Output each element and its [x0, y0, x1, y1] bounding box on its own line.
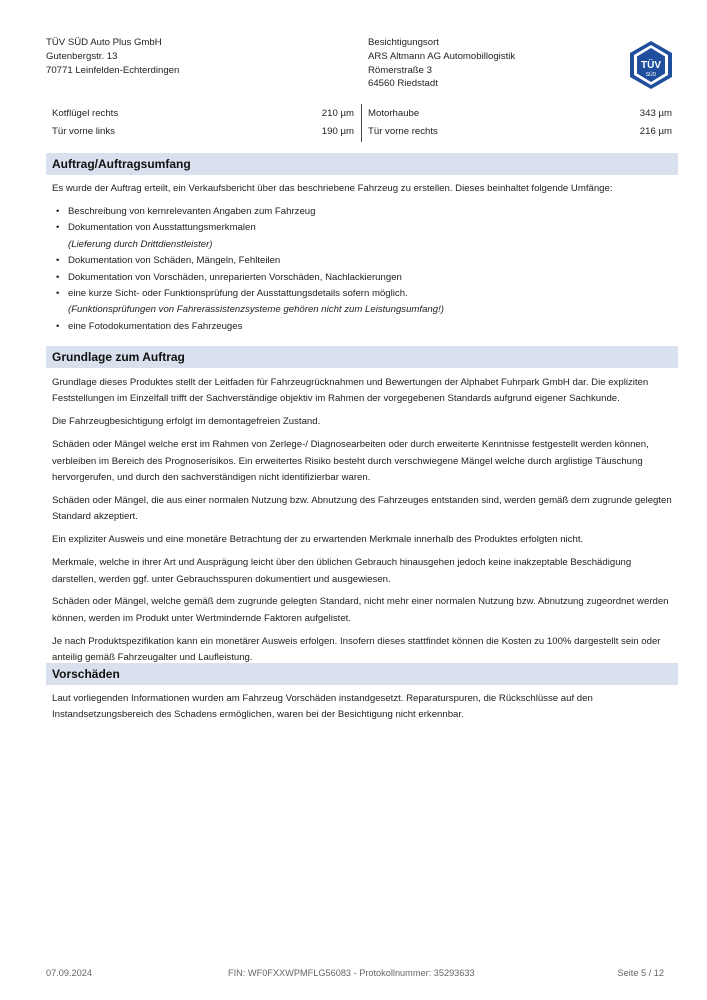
measure-label: Tür vorne rechts — [368, 126, 438, 137]
list-item: • Beschreibung von kernrelevanten Angaben zum Fahrzeug — [56, 205, 316, 217]
measure-value: 190 µm — [321, 126, 354, 137]
list-item: • eine Fotodokumentation des Fahrzeuges — [56, 320, 243, 332]
list-item: • Dokumentation von Ausstattungsmerkmalen — [56, 222, 256, 234]
section-title-grundlage: Grundlage zum Auftrag — [46, 346, 678, 368]
section-title-vorschaeden: Vorschäden — [46, 663, 678, 685]
table-row — [46, 122, 678, 140]
list-item-note: (Funktionsprüfungen von Fahrerassistenzsysteme gehören nicht zum Leistungsumfang!) — [68, 304, 444, 316]
list-item: • eine kurze Sicht- oder Funktionsprüfung der Ausstattungsdetails sofern möglich. — [56, 287, 408, 299]
page-header — [46, 36, 679, 94]
section-body-vorschaeden — [52, 691, 674, 730]
paragraph: Je nach Produktspezifikation kann ein monetärer Ausweis erfolgen. Insofern dieses stattfindet können die Kosten zu 100% dargestellt sein oder anteilig gemäß Fahrzeugalter und Laufleistung. — [52, 635, 661, 664]
location-label: Besichtigungsort — [368, 37, 439, 48]
paragraph: Die Fahrzeugbesichtigung erfolgt im demontagefreien Zustand. — [52, 416, 321, 428]
paragraph: Ein expliziter Ausweis und eine monetäre Betrachtung der zu erwartenden Merkmale innerhalb des Produktes erfolgten nicht. — [52, 534, 584, 546]
tuev-sued-logo-icon — [626, 40, 676, 90]
page-number: Seite 5 / 12 — [617, 968, 664, 978]
table-row — [46, 104, 678, 122]
company-address — [46, 36, 179, 77]
paint-thickness-table — [46, 104, 678, 140]
location-line: ARS Altmann AG Automobillogistik — [368, 50, 516, 62]
measure-value: 210 µm — [321, 108, 354, 119]
measure-label: Motorhaube — [368, 108, 420, 119]
list-item-text: Dokumentation von Ausstattungsmerkmalen — [68, 222, 256, 234]
location-line: 64560 Riedstadt — [368, 78, 438, 90]
list-item-text: Dokumentation von Schäden, Mängeln, Fehlteilen — [68, 255, 281, 267]
list-item-text: eine kurze Sicht- oder Funktionsprüfung der Ausstattungsdetails sofern möglich. — [68, 287, 408, 299]
paragraph: Merkmale, welche in ihrer Art und Ausprägung leicht über den üblichen Gebrauch hinausgehen jedoch keine inakzeptable Beschädigung darstellen, werden ggf. unter Gebrauchsspuren dokumentiert und ausgewiesen. — [52, 557, 632, 585]
inspection-location — [368, 36, 515, 91]
logo-text-bottom: SÜD — [645, 72, 657, 78]
section-body-auftrag — [52, 181, 674, 335]
logo-text-top: TÜV — [641, 60, 661, 71]
footer-date: 07.09.2024 — [46, 968, 92, 978]
list-item-note: (Lieferung durch Drittdienstleister) — [68, 238, 213, 250]
address-line: TÜV SÜD Auto Plus GmbH — [46, 37, 162, 48]
intro-text: Es wurde der Auftrag erteilt, ein Verkaufsbericht über das beschriebene Fahrzeug zu erstellen. Dieses beinhaltet folgende Umfänge: — [52, 183, 613, 194]
scope-list — [52, 204, 674, 335]
list-item: • Dokumentation von Vorschäden, unreparierten Vorschäden, Nachlackierungen — [56, 271, 402, 283]
section-body-grundlage — [52, 375, 674, 673]
paragraph: Grundlage dieses Produktes stellt der Leitfaden für Fahrzeugrücknahmen und Bewertungen der Alphabet Fuhrpark GmbH dar. Die expliziten Feststellungen im Einzelfall trifft der Sachverständige objektiv im Rahmen der vorgegebenen Standards aufgrund eigener Sachkunde. — [52, 377, 649, 405]
section-title-auftrag: Auftrag/Auftragsumfang — [46, 153, 678, 175]
list-item: • Dokumentation von Schäden, Mängeln, Fehlteilen — [56, 255, 281, 267]
measure-value: 216 µm — [639, 126, 672, 137]
address-line: Gutenbergstr. 13 — [46, 50, 118, 62]
paragraph: Schäden oder Mängel, die aus einer normalen Nutzung bzw. Abnutzung des Fahrzeuges entstanden sind, werden gemäß dem zugrunde gelegten Standard akzeptiert. — [52, 494, 672, 523]
measure-label: Tür vorne links — [52, 126, 115, 137]
measure-value: 343 µm — [639, 108, 672, 119]
address-line: 70771 Leinfelden-Echterdingen — [46, 64, 180, 76]
page-footer — [46, 967, 664, 981]
paragraph: Laut vorliegenden Informationen wurden am Fahrzeug Vorschäden instandgesetzt. Reparaturspuren, die Rückschlüsse auf den Instandsetzungsbereich des Schadens ermöglichen, waren bei der Besichtigung nicht erkennbar. — [52, 693, 593, 721]
paragraph: Schäden oder Mängel, welche gemäß dem zugrunde gelegten Standard, nicht mehr einer normalen Nutzung bzw. Abnutzung zugeordnet werden können, werden im Produkt unter Wertmindernde Faktoren aufgelistet. — [52, 596, 669, 624]
list-item-text: Dokumentation von Vorschäden, unreparierten Vorschäden, Nachlackierungen — [68, 271, 402, 283]
list-item-text: eine Fotodokumentation des Fahrzeuges — [68, 320, 243, 332]
paragraph: Schäden oder Mängel welche erst im Rahmen von Zerlege-/ Diagnosearbeiten oder durch erweiterte Kenntnisse festgestellt werden können, verbleiben im Bereich des Prognoserisikos. Ein erweitertes Risiko besteht durch verschwiegene Mängel welche durch arglistige Täuschung hervorgerufen, und durch den sachverständigen nicht identifizierbar waren. — [52, 439, 649, 484]
footer-vehicle-info: FIN: WF0FXXWPMFLG56083 - Protokollnummer: 35293633 — [228, 968, 475, 978]
measure-label: Kotflügel rechts — [52, 108, 119, 119]
list-item-text: Beschreibung von kernrelevanten Angaben zum Fahrzeug — [68, 205, 316, 217]
location-line: Römerstraße 3 — [368, 64, 432, 76]
